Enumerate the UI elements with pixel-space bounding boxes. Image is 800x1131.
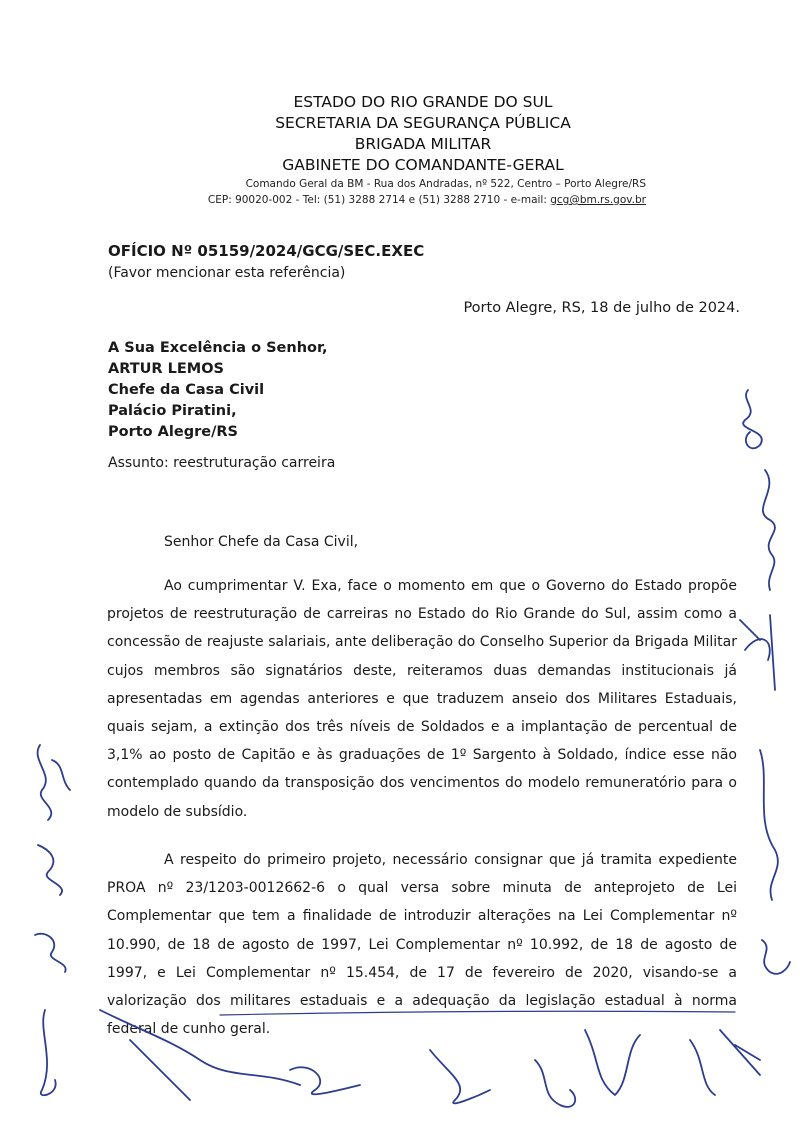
addressee-city: Porto Alegre/RS bbox=[108, 424, 238, 440]
addressee-name: ARTUR LEMOS bbox=[108, 361, 224, 377]
left-initial-2 bbox=[38, 845, 62, 895]
email-link[interactable]: gcg@bm.rs.gov.br bbox=[550, 194, 646, 206]
salutation: Senhor Chefe da Casa Civil, bbox=[164, 534, 359, 550]
margin-initial-5 bbox=[762, 940, 790, 974]
office-name: GABINETE DO COMANDANTE-GERAL bbox=[282, 156, 564, 174]
bottom-signature-4 bbox=[535, 1060, 575, 1107]
office-address: Comando Geral da BM - Rua dos Andradas, nº 522, Centro – Porto Alegre/RS bbox=[245, 178, 646, 190]
addressee-title: Chefe da Casa Civil bbox=[108, 382, 265, 398]
bottom-signature-3 bbox=[430, 1050, 490, 1103]
left-initial-1 bbox=[38, 745, 70, 820]
subject-line: Assunto: reestruturação carreira bbox=[108, 455, 336, 471]
bottom-signature-2 bbox=[290, 1067, 360, 1094]
margin-initial-1 bbox=[743, 390, 762, 448]
office-contact bbox=[200, 192, 646, 208]
addressee-place: Palácio Piratini, bbox=[108, 403, 237, 419]
margin-initial-4 bbox=[760, 750, 778, 900]
addressee-block bbox=[108, 338, 328, 443]
margin-initial-3 bbox=[740, 615, 775, 690]
left-initial-3 bbox=[35, 934, 66, 972]
reference-block bbox=[108, 240, 424, 284]
secretariat-name: SECRETARIA DA SEGURANÇA PÚBLICA bbox=[275, 114, 571, 132]
state-name: ESTADO DO RIO GRANDE DO SUL bbox=[293, 93, 553, 111]
letter-date: Porto Alegre, RS, 18 de julho de 2024. bbox=[463, 300, 740, 316]
addressee-greeting: A Sua Excelência o Senhor, bbox=[108, 340, 328, 356]
letter-number: OFÍCIO Nº 05159/2024/GCG/SEC.EXEC bbox=[108, 242, 425, 260]
contact-text: CEP: 90020-002 - Tel: (51) 3288 2714 e (51) 3288 2710 - e-mail: bbox=[207, 194, 551, 206]
left-initial-4 bbox=[41, 1010, 56, 1095]
margin-initial-2 bbox=[763, 470, 775, 590]
body-paragraph-1: Ao cumprimentar V. Exa, face o momento em que o Governo do Estado propõe projetos de reestruturação de carreiras no Estado do Rio Grande do Sul, assim como a concessão de reajuste salariais, ante deliberação do Conselho Superior da Brigada Militar cujos membros são signatários deste, reiteramos duas demandas institucionais já apresentadas em agendas anteriores e que traduzem anseio dos Militares Estaduais, quais sejam, a extinção dos três níveis de Soldados e a implantação de percentual de 3,1% ao posto de Capitão e às graduações de 1º Sargento à Soldado, índice esse não contemplado quando da transposição dos vencimentos do modelo remuneratório para o modelo de subsídio. bbox=[107, 578, 737, 820]
reference-note: (Favor mencionar esta referência) bbox=[108, 265, 346, 281]
letterhead bbox=[200, 92, 646, 208]
organization-name: BRIGADA MILITAR bbox=[354, 135, 492, 153]
body-paragraph-2: A respeito do primeiro projeto, necessário consignar que já tramita expediente PROA nº 23/1203-0012662-6 o qual versa sobre minuta de anteprojeto de Lei Complementar que tem a finalidade de introduzir alterações na Lei Complementar nº 10.990, de 18 de agosto de 1997, Lei Complementar nº 10.992, de 18 de agosto de 1997, e Lei Complementar nº 15.454, de 17 de fevereiro de 2020, visando-se a valorização dos militares estaduais e a adequação da legislação estadual à norma federal de cunho geral. bbox=[107, 852, 737, 1038]
